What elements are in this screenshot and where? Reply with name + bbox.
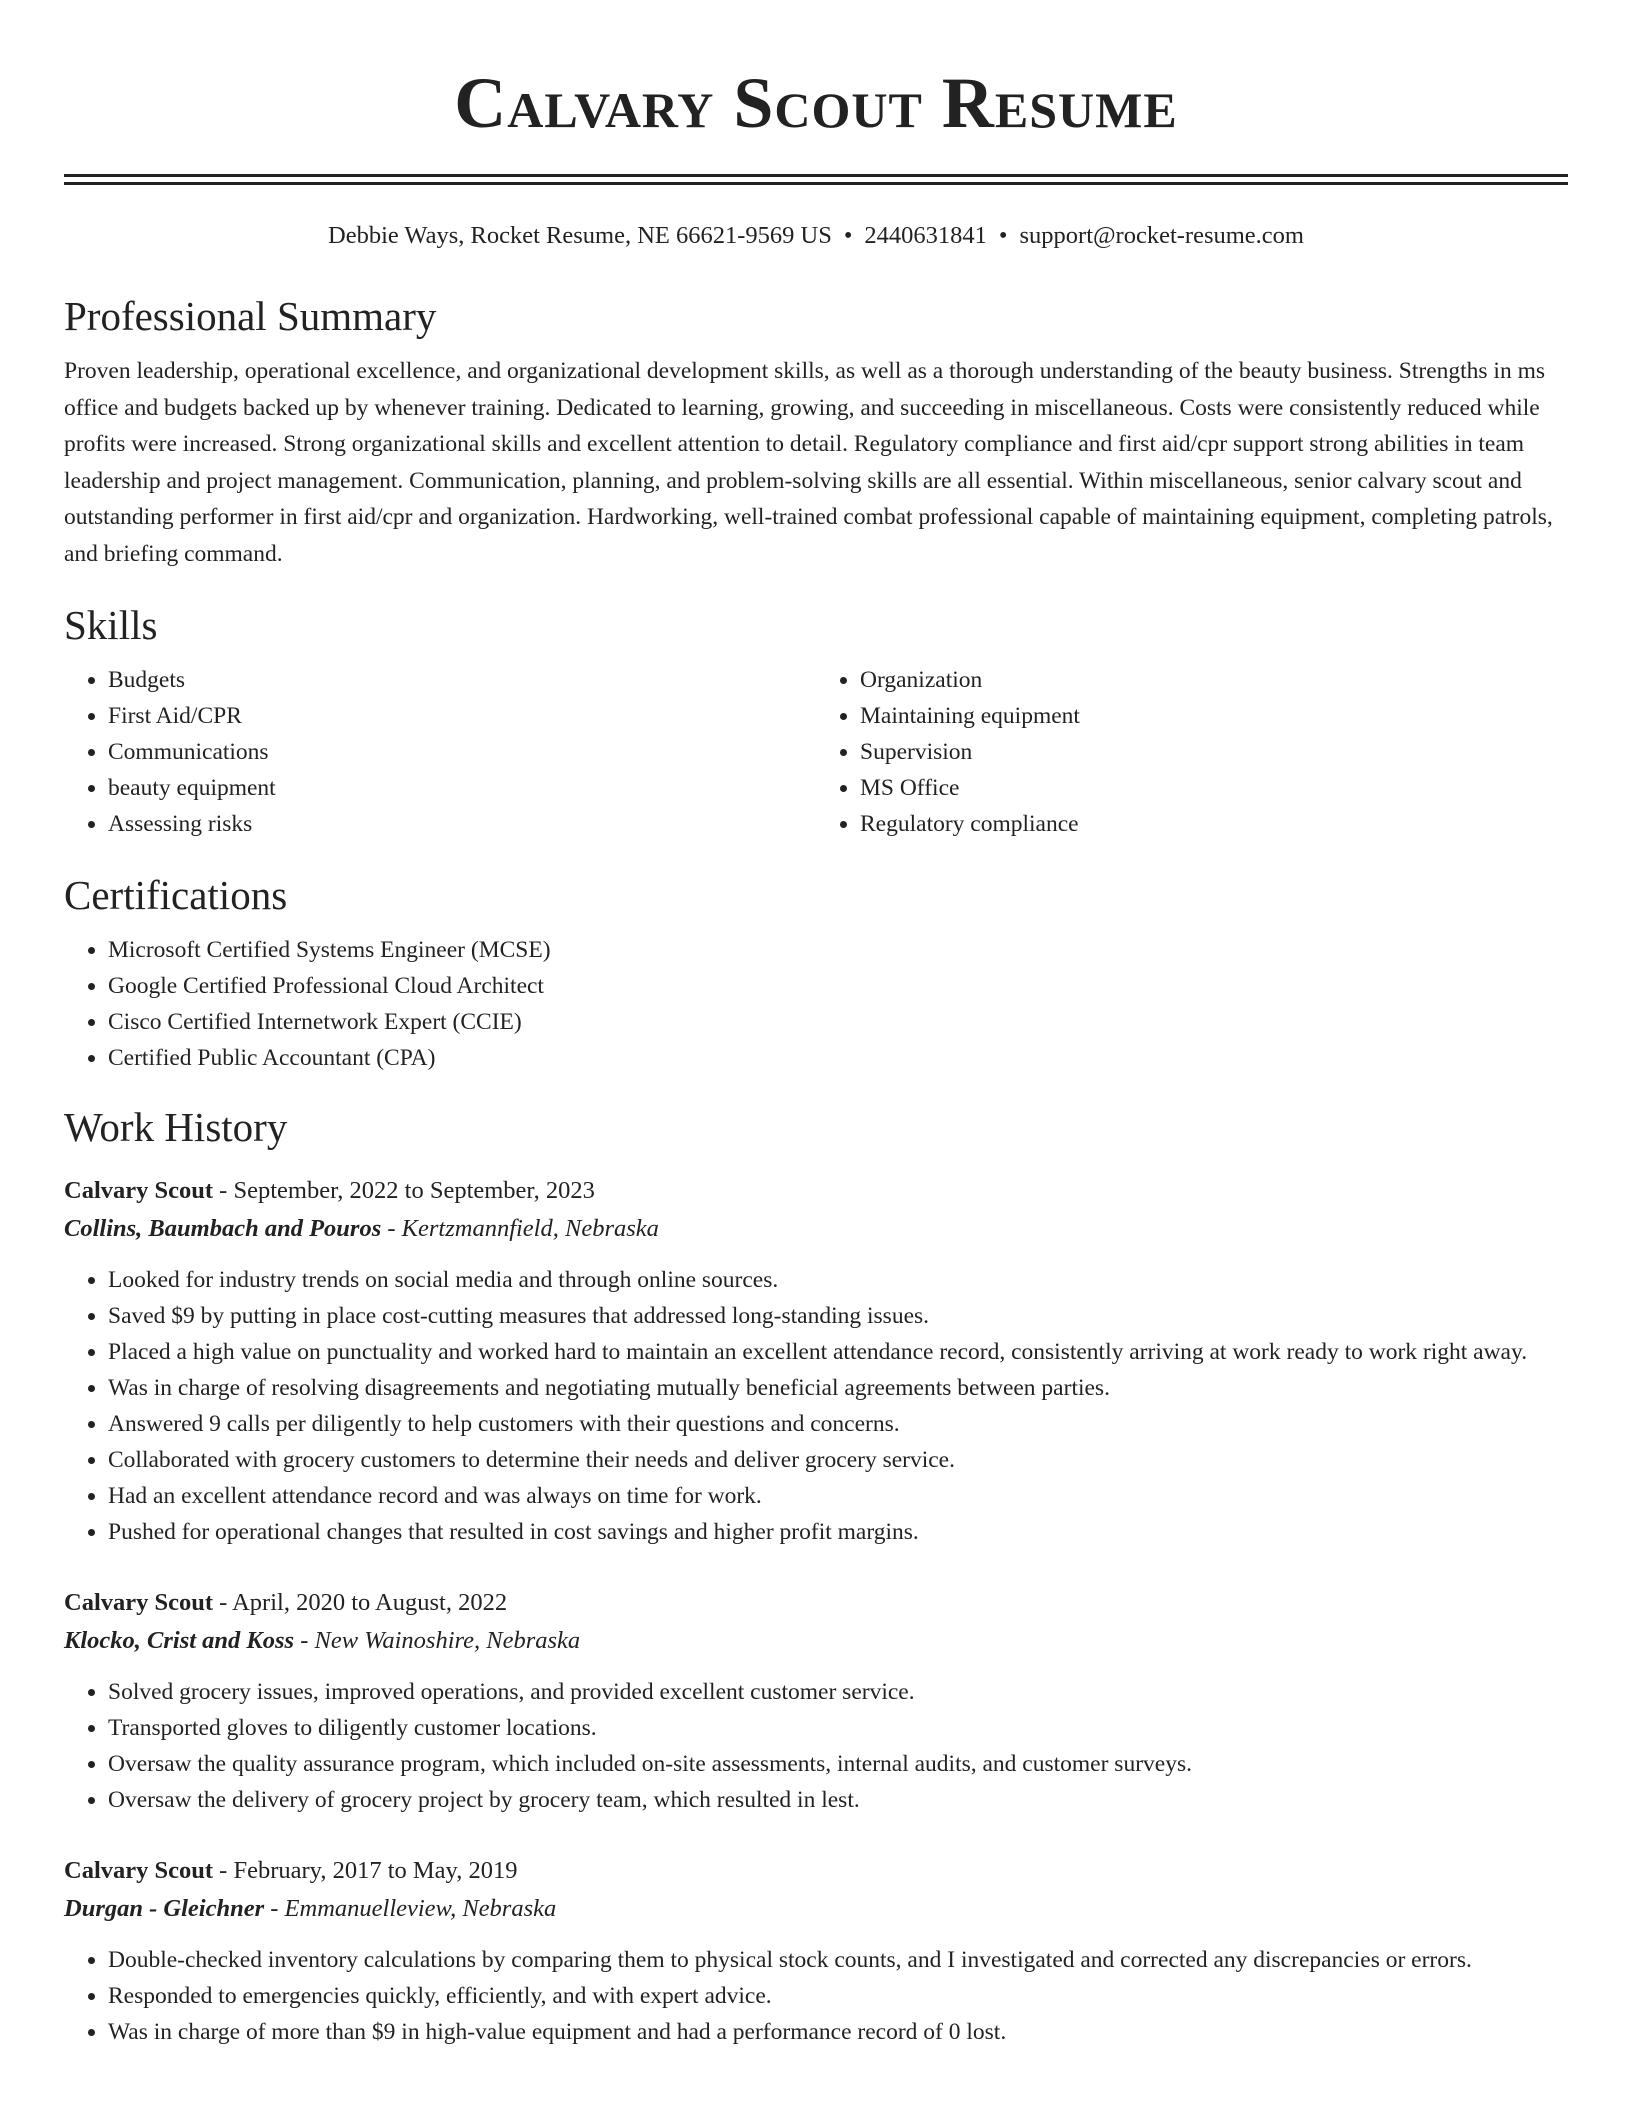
job-company: Collins, Baumbach and Pouros [64, 1215, 382, 1242]
job-title-line: Calvary Scout - February, 2017 to May, 2019 [64, 1857, 518, 1884]
contact-address: Debbie Ways, Rocket Resume, NE 66621-9569 US [328, 222, 832, 249]
job-bullets [64, 1942, 1568, 2050]
job-dates: September, 2022 to September, 2023 [233, 1177, 595, 1204]
skill-item: • Communications [108, 734, 816, 770]
job-title-line: Calvary Scout - April, 2020 to August, 2022 [64, 1589, 508, 1616]
job-title: Calvary Scout [64, 1177, 214, 1204]
skills-list-left [64, 662, 816, 842]
job-bullet: • Had an excellent attendance record and was always on time for work. [108, 1478, 1568, 1514]
job-company: Durgan - Gleichner [64, 1895, 265, 1922]
certification-item: • Certified Public Accountant (CPA) [108, 1040, 1568, 1076]
job-bullet: • Transported gloves to diligently customer locations. [108, 1710, 1568, 1746]
job-location: Emmanuelleview, Nebraska [284, 1895, 557, 1922]
job-bullets [64, 1674, 1568, 1818]
job-company-line: Klocko, Crist and Koss - New Wainoshire, Nebraska [64, 1627, 581, 1654]
title-divider [64, 174, 1568, 185]
job-title: Calvary Scout [64, 1589, 214, 1616]
work-history-heading: Work History [64, 1104, 288, 1150]
contact-email: support@rocket-resume.com [1019, 222, 1304, 249]
skill-item: • First Aid/CPR [108, 698, 816, 734]
job-bullet: • Pushed for operational changes that resulted in cost savings and higher profit margins. [108, 1514, 1568, 1550]
contact-line [64, 219, 1568, 253]
job-title-line: Calvary Scout - September, 2022 to September, 2023 [64, 1177, 595, 1204]
job-location: New Wainoshire, Nebraska [314, 1627, 581, 1654]
contact-separator: • [998, 222, 1008, 249]
skill-item: • Assessing risks [108, 806, 816, 842]
job-bullet: • Oversaw the quality assurance program, which included on-site assessments, internal audits, and customer surveys. [108, 1746, 1568, 1782]
job-company-line: Collins, Baumbach and Pouros - Kertzmannfield, Nebraska [64, 1215, 659, 1242]
job-entry [64, 1584, 1568, 1818]
certification-item: • Google Certified Professional Cloud Architect [108, 968, 1568, 1004]
job-entry [64, 1852, 1568, 2050]
contact-separator: • [843, 222, 853, 249]
job-entry [64, 1172, 1568, 1550]
job-dates: April, 2020 to August, 2022 [232, 1589, 508, 1616]
job-bullet: • Placed a high value on punctuality and worked hard to maintain an excellent attendance record, consistently arriving at work ready to work right away. [108, 1334, 1568, 1370]
job-bullet: • Looked for industry trends on social media and through online sources. [108, 1262, 1568, 1298]
skill-item: • Budgets [108, 662, 816, 698]
job-company: Klocko, Crist and Koss [64, 1627, 295, 1654]
skill-item: • Regulatory compliance [860, 806, 1568, 842]
skill-item: • MS Office [860, 770, 1568, 806]
summary-text: Proven leadership, operational excellence, and organizational development skills, as well as a thorough understanding of the beauty business. Strengths in ms office and budgets backed up by whenever training. Dedicated to learning, growing, and succeeding in miscellaneous. Costs were consistently reduced while profits were increased. Strong organizational skills and excellent attention to detail. Regulatory compliance and first aid/cpr support strong abilities in team leadership and project management. Communication, planning, and problem-solving skills are all essential. Within miscellaneous, senior calvary scout and outstanding performer in first aid/cpr and organization. Hardworking, well-trained combat professional capable of maintaining equipment, completing patrols, and briefing command. [64, 358, 1553, 567]
summary-heading: Professional Summary [64, 293, 437, 339]
skills-heading: Skills [64, 602, 158, 648]
certification-item: • Microsoft Certified Systems Engineer (MCSE) [108, 932, 1568, 968]
job-company-line: Durgan - Gleichner - Emmanuelleview, Nebraska [64, 1895, 557, 1922]
contact-phone: 2440631841 [864, 222, 987, 249]
job-bullet: • Double-checked inventory calculations by comparing them to physical stock counts, and I investigated and corrected any discrepancies or errors. [108, 1942, 1568, 1978]
job-bullet: • Answered 9 calls per diligently to help customers with their questions and concerns. [108, 1406, 1568, 1442]
skill-item: • Supervision [860, 734, 1568, 770]
job-bullet: • Collaborated with grocery customers to determine their needs and deliver grocery service. [108, 1442, 1568, 1478]
job-bullet: • Responded to emergencies quickly, efficiently, and with expert advice. [108, 1978, 1568, 2014]
skill-item: • Organization [860, 662, 1568, 698]
job-dates: February, 2017 to May, 2019 [233, 1857, 518, 1884]
certifications-heading: Certifications [64, 872, 288, 918]
job-bullet: • Was in charge of more than $9 in high-value equipment and had a performance record of 0 lost. [108, 2014, 1568, 2050]
job-bullet: • Solved grocery issues, improved operations, and provided excellent customer service. [108, 1674, 1568, 1710]
job-bullets [64, 1262, 1568, 1550]
job-bullet: • Saved $9 by putting in place cost-cutting measures that addressed long-standing issues. [108, 1298, 1568, 1334]
skill-item: • Maintaining equipment [860, 698, 1568, 734]
job-bullet: • Was in charge of resolving disagreements and negotiating mutually beneficial agreements between parties. [108, 1370, 1568, 1406]
certifications-list [64, 932, 1568, 1076]
skills-list-right [816, 662, 1568, 842]
resume-title: Calvary Scout Resume [454, 63, 1178, 143]
skills-columns [64, 662, 1568, 842]
job-location: Kertzmannfield, Nebraska [401, 1215, 659, 1242]
job-title: Calvary Scout [64, 1857, 214, 1884]
certification-item: • Cisco Certified Internetwork Expert (CCIE) [108, 1004, 1568, 1040]
job-bullet: • Oversaw the delivery of grocery project by grocery team, which resulted in lest. [108, 1782, 1568, 1818]
skill-item: • beauty equipment [108, 770, 816, 806]
